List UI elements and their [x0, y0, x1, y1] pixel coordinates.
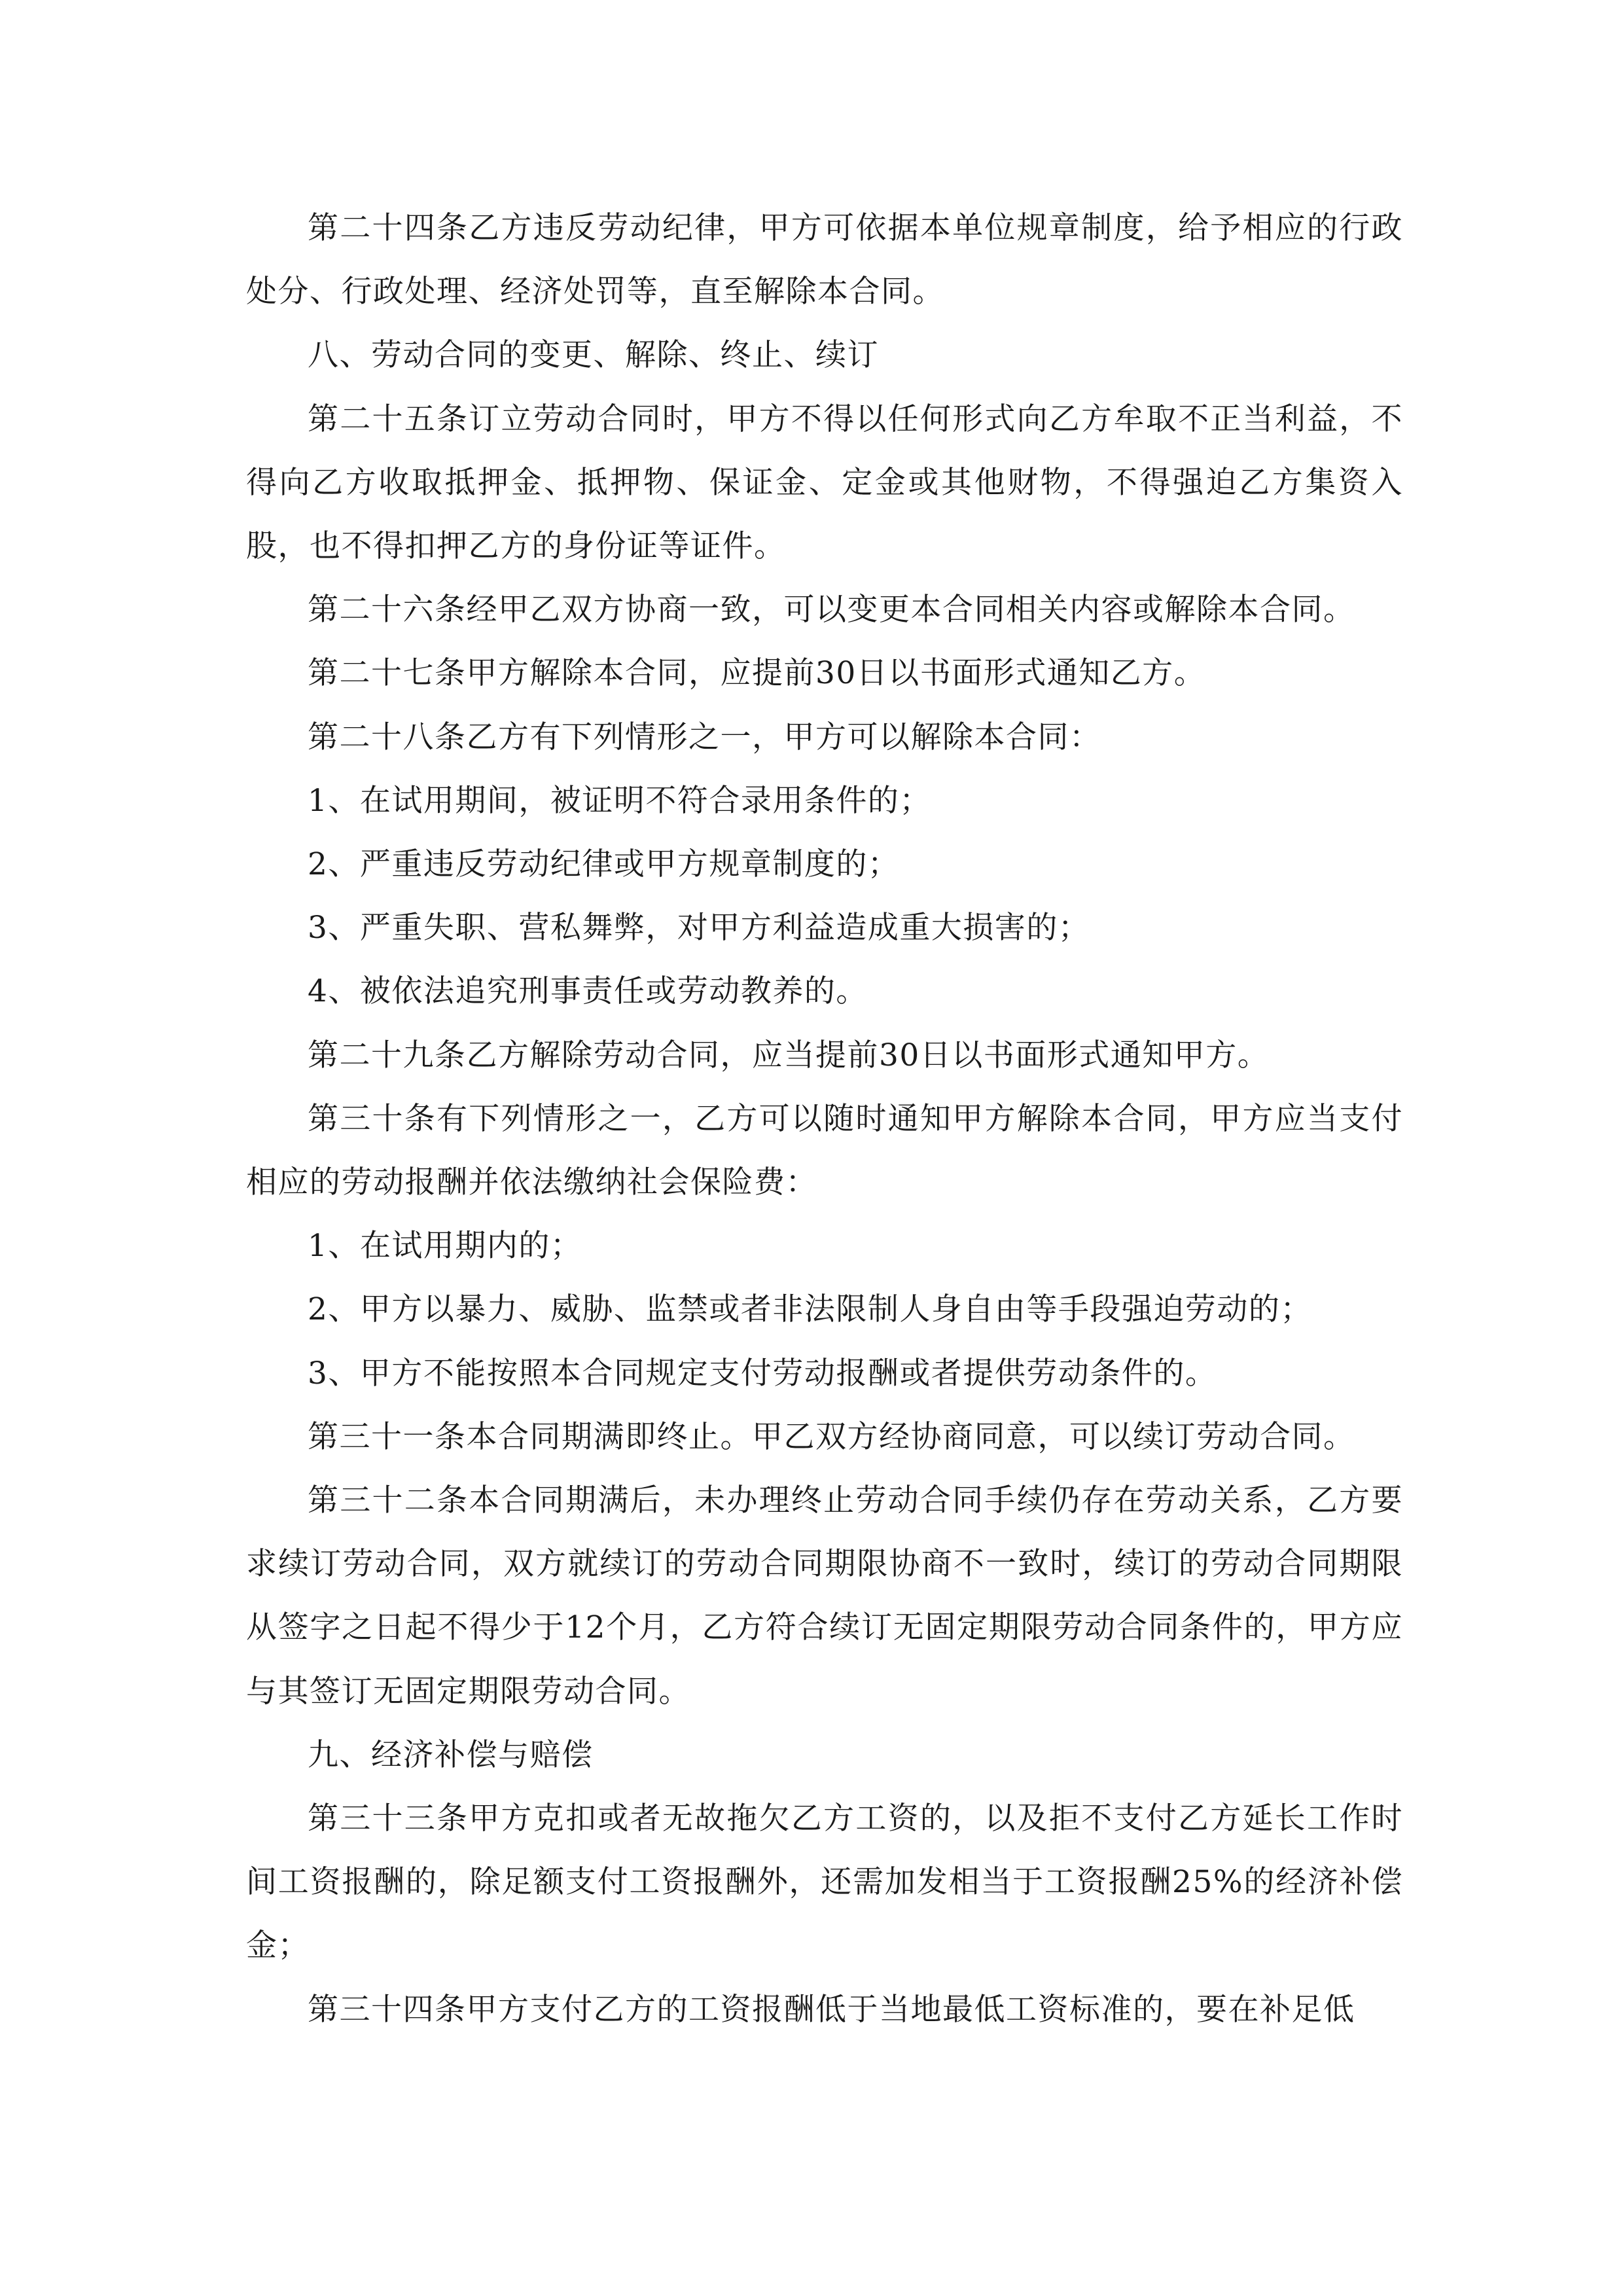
list-item-28-4: 4、被依法追究刑事责任或劳动教养的。 [308, 973, 868, 1010]
list-item-30-3: 3、甲方不能按照本合同规定支付劳动报酬或者提供劳动条件的。 [308, 1355, 1217, 1391]
paragraph-article-33: 第三十三条甲方克扣或者无故拖欠乙方工资的，以及拒不支付乙方延长工作时间工资报酬的，除足额支付工资报酬外，还需加发相当于工资报酬25%的经济补偿金； [246, 1801, 1403, 1964]
list-item-28-3: 3、严重失职、营私舞弊，对甲方利益造成重大损害的； [308, 910, 1090, 946]
paragraph-article-31: 第三十一条本合同期满即终止。甲乙双方经协商同意，可以续订劳动合同。 [308, 1418, 1355, 1455]
document-body [246, 196, 1403, 2041]
list-item-28-2: 2、严重违反劳动纪律或甲方规章制度的； [308, 846, 900, 883]
list-item-30-1: 1、在试用期内的； [308, 1228, 582, 1265]
paragraph-article-28: 第二十八条乙方有下列情形之一，甲方可以解除本合同： [308, 719, 1101, 755]
paragraph-article-26: 第二十六条经甲乙双方协商一致，可以变更本合同相关内容或解除本合同。 [308, 592, 1355, 628]
list-item-28-1: 1、在试用期间，被证明不符合录用条件的； [308, 782, 931, 819]
paragraph-article-27: 第二十七条甲方解除本合同，应提前30日以书面形式通知乙方。 [308, 655, 1206, 692]
list-item-30-2: 2、甲方以暴力、威胁、监禁或者非法限制人身自由等手段强迫劳动的； [308, 1291, 1312, 1328]
paragraph-article-30: 第三十条有下列情形之一，乙方可以随时通知甲方解除本合同，甲方应当支付相应的劳动报酬并依法缴纳社会保险费： [246, 1100, 1403, 1201]
paragraph-article-25: 第二十五条订立劳动合同时，甲方不得以任何形式向乙方牟取不正当利益，不得向乙方收取抵押金、抵押物、保证金、定金或其他财物，不得强迫乙方集资入股，也不得扣押乙方的身份证等证件。 [246, 401, 1403, 565]
paragraph-article-24: 第二十四条乙方违反劳动纪律，甲方可依据本单位规章制度，给予相应的行政处分、行政处理、经济处罚等，直至解除本合同。 [246, 210, 1403, 310]
section-heading-9: 九、经济补偿与赔偿 [308, 1736, 594, 1773]
paragraph-article-34: 第三十四条甲方支付乙方的工资报酬低于当地最低工资标准的，要在补足低 [308, 1991, 1355, 2028]
section-heading-8: 八、劳动合同的变更、解除、终止、续订 [308, 337, 879, 374]
paragraph-article-29: 第二十九条乙方解除劳动合同，应当提前30日以书面形式通知甲方。 [308, 1037, 1270, 1073]
paragraph-article-32: 第三十二条本合同期满后，未办理终止劳动合同手续仍存在劳动关系，乙方要求续订劳动合同，双方就续订的劳动合同期限协商不一致时，续订的劳动合同期限从签字之日起不得少于12个月，乙方符合续订无固定期限劳动合同条件的，甲方应与其签订无固定期限劳动合同。 [246, 1482, 1403, 1710]
